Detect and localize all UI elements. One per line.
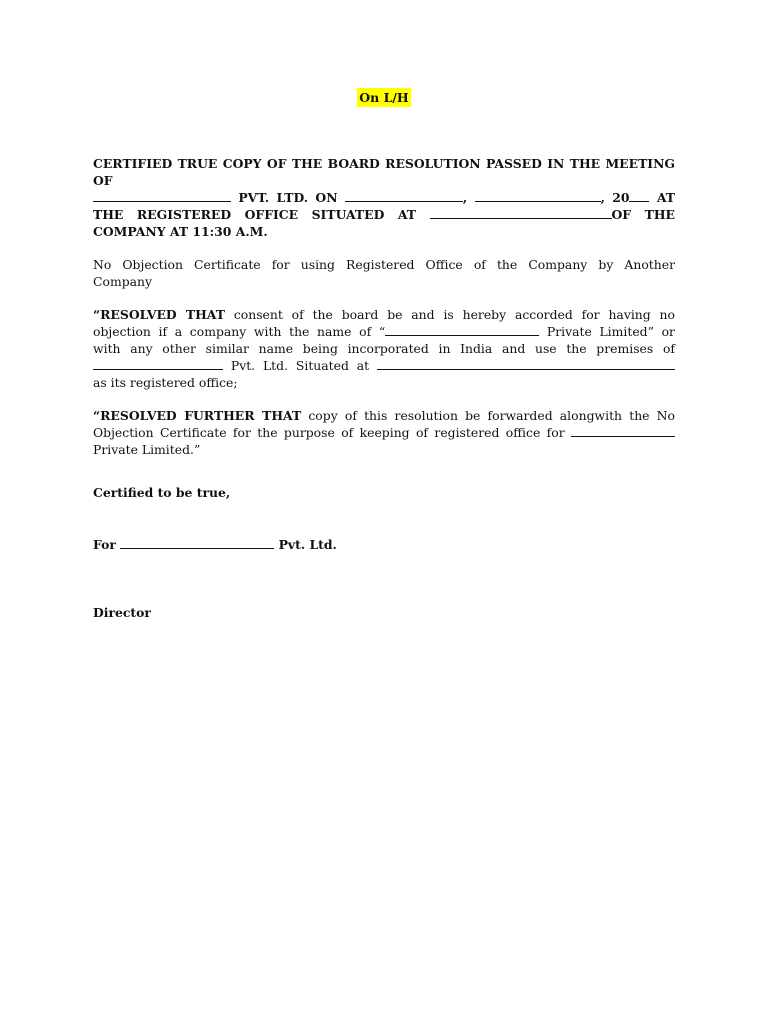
subject-paragraph [93,256,675,290]
signatory-company-blank [120,536,274,549]
subject-line-2: Company [93,274,152,289]
month-blank [475,189,601,202]
resolution1-line-1: “RESOLVED THAT consent of the board be and is hereby accorded for having no [93,307,675,322]
resolution-heading [93,155,675,240]
subject-line-1: No Objection Certificate for using Registered Office of the Company by Another [93,257,675,272]
date-blank [345,189,463,202]
resolution1-line-2: objection if a company with the name of “ Private Limited” or [93,324,675,339]
letterhead-row [0,87,768,107]
heading-line-4: COMPANY AT 11:30 A.M. [93,224,268,239]
office-for-blank [571,424,675,437]
resolution1-line-3: with any other similar name being incorporated in India and use the premises of [93,341,675,356]
resolved-further-lead: “RESOLVED FURTHER THAT [93,408,302,423]
director-signature-label: Director [93,605,151,620]
heading-line-2: PVT. LTD. ON , , 20 AT [93,189,675,206]
for-company-line: For Pvt. Ltd. [93,537,337,552]
resolved-that-lead: “RESOLVED THAT [93,307,225,322]
resolution1-line-5: as its registered office; [93,375,238,390]
letterhead-label: On L/H [359,90,409,105]
resolution-paragraph-1 [93,306,675,391]
heading-line-1: CERTIFIED TRUE COPY OF THE BOARD RESOLUTION PASSED IN THE MEETING OF [93,156,675,188]
document-body [93,155,675,458]
resolution1-line-4: Pvt. Ltd. Situated at [93,357,675,374]
premises-company-blank [93,357,223,370]
premises-address-blank [377,357,675,370]
resolution2-line-1: “RESOLVED FURTHER THAT copy of this resolution be forwarded alongwith the No [93,408,675,423]
company-name-blank [93,189,231,202]
year-blank [629,189,649,202]
resolution2-line-3: Private Limited.” [93,442,201,457]
resolution2-line-2: Objection Certificate for the purpose of keeping of registered office for [93,424,675,441]
heading-line-3: THE REGISTERED OFFICE SITUATED AT OF THE [93,207,675,222]
new-company-name-blank [385,323,539,336]
address-blank [430,206,612,219]
certified-statement: Certified to be true, [93,485,231,500]
resolution-paragraph-2 [93,407,675,458]
